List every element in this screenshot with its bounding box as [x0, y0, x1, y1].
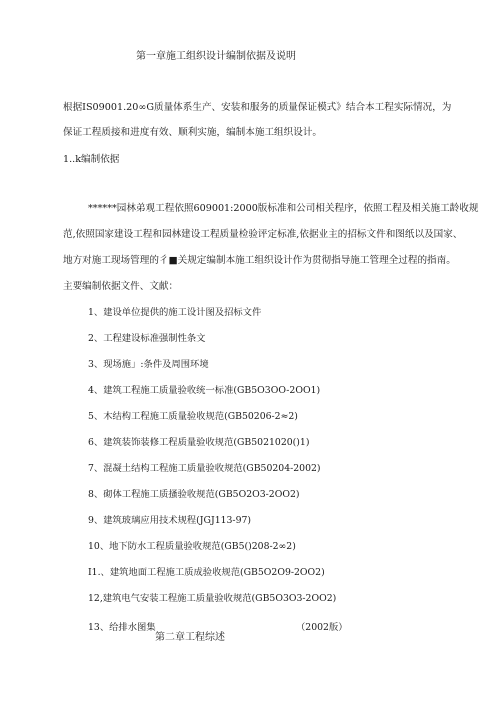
reference-item-3: 3、现场施」:条件及周围环境: [88, 359, 209, 370]
paragraph-2-line-2: 范,依照国家建设工程和园林建设工程质量检验评定标准,依据业主的招标文件和图纸以及国家、: [63, 229, 463, 240]
reference-item-11: I1.、建筑地面工程施工质成验收规范(GB5O2O9-2OO2): [88, 567, 325, 578]
paragraph-1-line-2: 保证工程质接和进度有效、顺利实施，编制本施工组织设计。: [63, 127, 323, 138]
chapter-1-title: 第一章施工组织设计编制依据及说明: [136, 51, 296, 62]
reference-item-13-suffix: （2002版）: [296, 622, 348, 633]
reference-item-8: 8、砌体工程施工质搔验收规范(GB5O2O3-2OO2): [88, 489, 300, 500]
references-heading: 主要编制依据文件、文献：: [63, 281, 179, 292]
paragraph-1-line-1: 根据IS09001.20∞G质量体系生产、安装和服务的质量保证模式》结合本工程实际情况，为: [63, 102, 452, 113]
reference-item-1: 1、建设单位提供的施工设计图及招标文件: [88, 307, 262, 318]
paragraph-2-line-1: ******园林弟观工程依照609001:2000版标准和公司相关程序，依照工程及相关施工龄收规: [88, 203, 479, 214]
reference-item-7: 7、混凝土结构工程施工质量验收规范(GB50204-2002): [88, 463, 321, 474]
reference-item-13: 13、给排水图集: [88, 622, 156, 633]
reference-item-10: 10、地下防水工程质量验收规范(GB5()208-2∞2): [88, 541, 296, 552]
section-1-heading: 1..k编制依据: [63, 154, 120, 165]
reference-item-9: 9、建筑玻璃应用技术规程(JGJ113-97): [88, 515, 252, 526]
reference-item-2: 2、工程建设标准强制性条文: [88, 333, 206, 344]
reference-item-6: 6、建筑装饰装修工程质量验收规范(GB5021020()1): [88, 437, 310, 448]
reference-item-4: 4、建筑工程施工质量验收统一标准(GB5O3OO-2OO1): [88, 385, 321, 396]
reference-item-5: 5、木结构工程施工质量验收规范(GB50206-2≈2): [88, 411, 298, 422]
chapter-2-title: 第二章工程综述: [155, 632, 225, 643]
paragraph-2-line-3: 地方对施工现场管理的彳■关规定编制本施工组织设计作为贯彻指导施工管理全过程的指南。: [63, 255, 456, 266]
reference-item-12: 12,建筑电气安装工程施工质量验收规范(GB5O3O3-2OO2): [88, 593, 337, 604]
